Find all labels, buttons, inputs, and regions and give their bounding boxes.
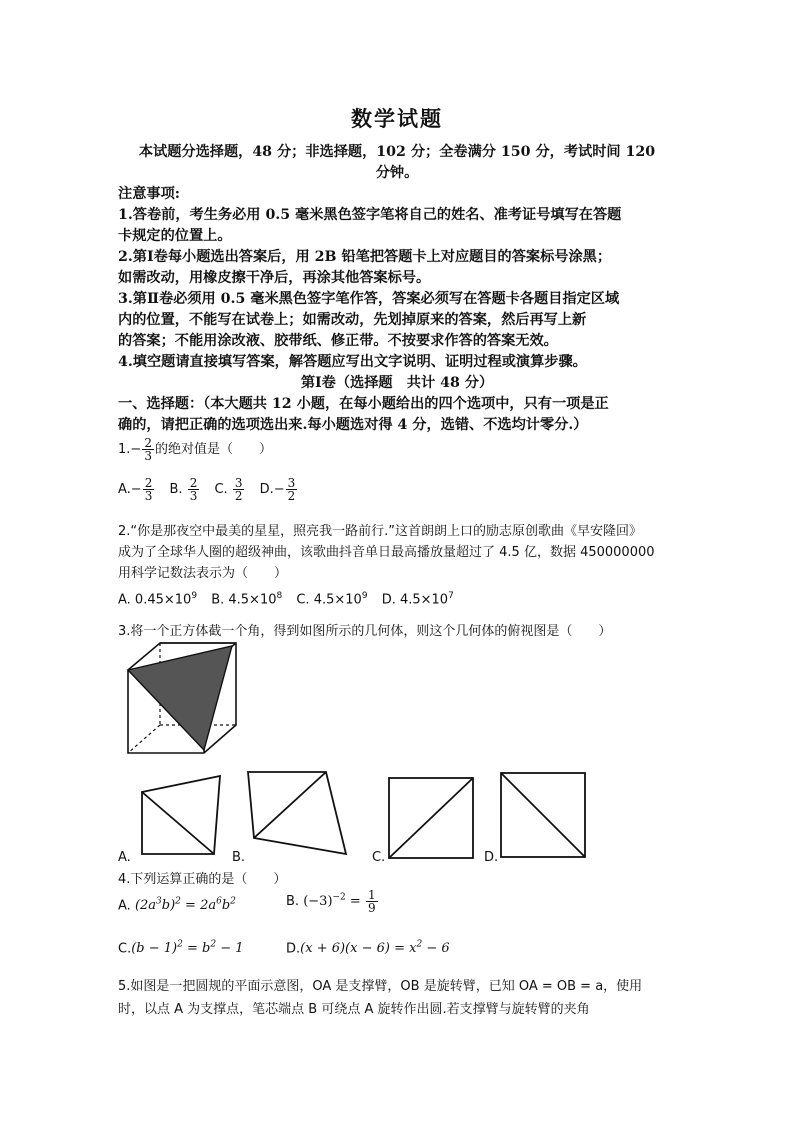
fraction: $\frac{2}{3}$ <box>144 436 152 463</box>
q2-option-c: C. $4.5\times 10^9$ <box>296 591 368 608</box>
page-title: 数学试题 <box>351 106 443 131</box>
q4-option-d: $D.(x + 6)(x - 6) = x^2 - 6$ <box>286 940 450 957</box>
note-line: 2.第Ⅰ卷每小题选出答案后，用 2B 铅笔把答题卡上对应题目的答案标号涂黑； <box>118 249 612 265</box>
q2-option-b: B. $4.5\times 10^8$ <box>211 591 283 608</box>
question-2-line-2: 成为了全球华人圈的超级神曲，该歌曲抖音单日最高播放量超过了 4.5 亿，数据 450000000 <box>118 545 655 560</box>
section-title: 第Ⅰ卷（选择题 共计 48 分） <box>300 375 494 391</box>
section-intro-1: 一、选择题：（本大题共 12 小题，在每小题给出的四个选项中，只有一项是正 <box>118 396 609 412</box>
q4-option-a: A. $(2a^3b)^2 = 2a^6b^2$ <box>118 897 236 914</box>
note-line: 卡规定的位置上。 <box>118 228 232 244</box>
intro-line-2: 分钟。 <box>375 165 419 181</box>
question-4-stem: 4.下列运算正确的是（ ） <box>118 872 287 887</box>
note-line: 内的位置，不能写在试卷上；如需改动，先划掉原来的答案，然后再写上新 <box>118 312 587 328</box>
question-2-options <box>118 591 464 607</box>
question-2-line-3: 用科学记数法表示为（ ） <box>118 566 288 581</box>
option-b-figure <box>242 768 354 860</box>
note-line: 1.答卷前，考生务必用 0.5 毫米黑色签字笔将自己的姓名、准考证号填写在答题 <box>118 207 622 223</box>
q1-number: 1. <box>118 442 131 457</box>
q1-option-b: B. $\frac{2}{3}$ <box>169 476 198 503</box>
q3-option-a-label: A. <box>118 850 131 865</box>
question-2-line-1: 2.“你是那夜空中最美的星星，照亮我一路前行.”这首朗朗上口的励志原创歌曲《早安隆回》 <box>118 524 643 539</box>
note-line: 4.填空题请直接填写答案，解答题应写出文字说明、证明过程或演算步骤。 <box>118 354 587 370</box>
note-line: 的答案；不能用涂改液、胶带纸、修正带。不按要求作答的答案无效。 <box>118 333 558 349</box>
q1-text: 的绝对值是（ ） <box>154 442 272 457</box>
q4-option-b: B. $(-3)^{-2}$ = $\frac{1}{9}$ <box>286 888 376 915</box>
question-1-stem: 1.− $\frac{2}{3}$ 的绝对值是（ ） <box>118 436 272 463</box>
q3-option-d-label: D. <box>484 850 499 865</box>
q4-option-c: $C.(b - 1)^2 = b^2 - 1$ <box>118 940 244 957</box>
question-5-line-1: 5.如图是一把圆规的平面示意图，OA 是支撑臂，OB 是旋转臂，已知 OA = OB = a，使用 <box>118 979 643 994</box>
option-c-figure <box>385 775 477 861</box>
option-d-figure <box>497 770 589 860</box>
option-a-figure <box>132 772 224 860</box>
note-line: 3.第Ⅱ卷必须用 0.5 毫米黑色签字笔作答，答案必须写在答题卡各题目指定区域 <box>118 291 620 307</box>
section-intro-2: 确的，请把正确的选项选出来.每小题选对得 4 分，选错、不选均计零分.） <box>118 417 588 433</box>
question-5-line-2: 时，以点 A 为支撑点，笔芯端点 B 可绕点 A 旋转作出圆.若支撑臂与旋转臂的夹角 <box>118 1002 590 1017</box>
cube-figure <box>120 640 245 758</box>
q2-option-a: A. $0.45\times 10^9$ <box>118 591 198 608</box>
question-3-stem: 3.将一个正方体截一个角，得到如图所示的几何体，则这个几何体的俯视图是（ ） <box>118 624 612 639</box>
intro-line-1: 本试题分选择题，48 分；非选择题，102 分；全卷满分 150 分，考试时间 120 <box>138 144 656 160</box>
q3-option-b-label: B. <box>232 850 246 865</box>
q1-option-c: C. $\frac{3}{2}$ <box>214 476 243 503</box>
q3-option-c-label: C. <box>372 850 386 865</box>
q2-option-d: D. $4.5\times 10^7$ <box>381 591 454 608</box>
q1-option-a: A.− $\frac{2}{3}$ <box>118 476 153 503</box>
question-1-options <box>118 477 308 502</box>
notes-heading: 注意事项: <box>118 186 180 202</box>
note-line: 如需改动，用橡皮擦干净后，再涂其他答案标号。 <box>118 270 431 286</box>
q1-option-d: D.− $\frac{3}{2}$ <box>259 476 296 503</box>
